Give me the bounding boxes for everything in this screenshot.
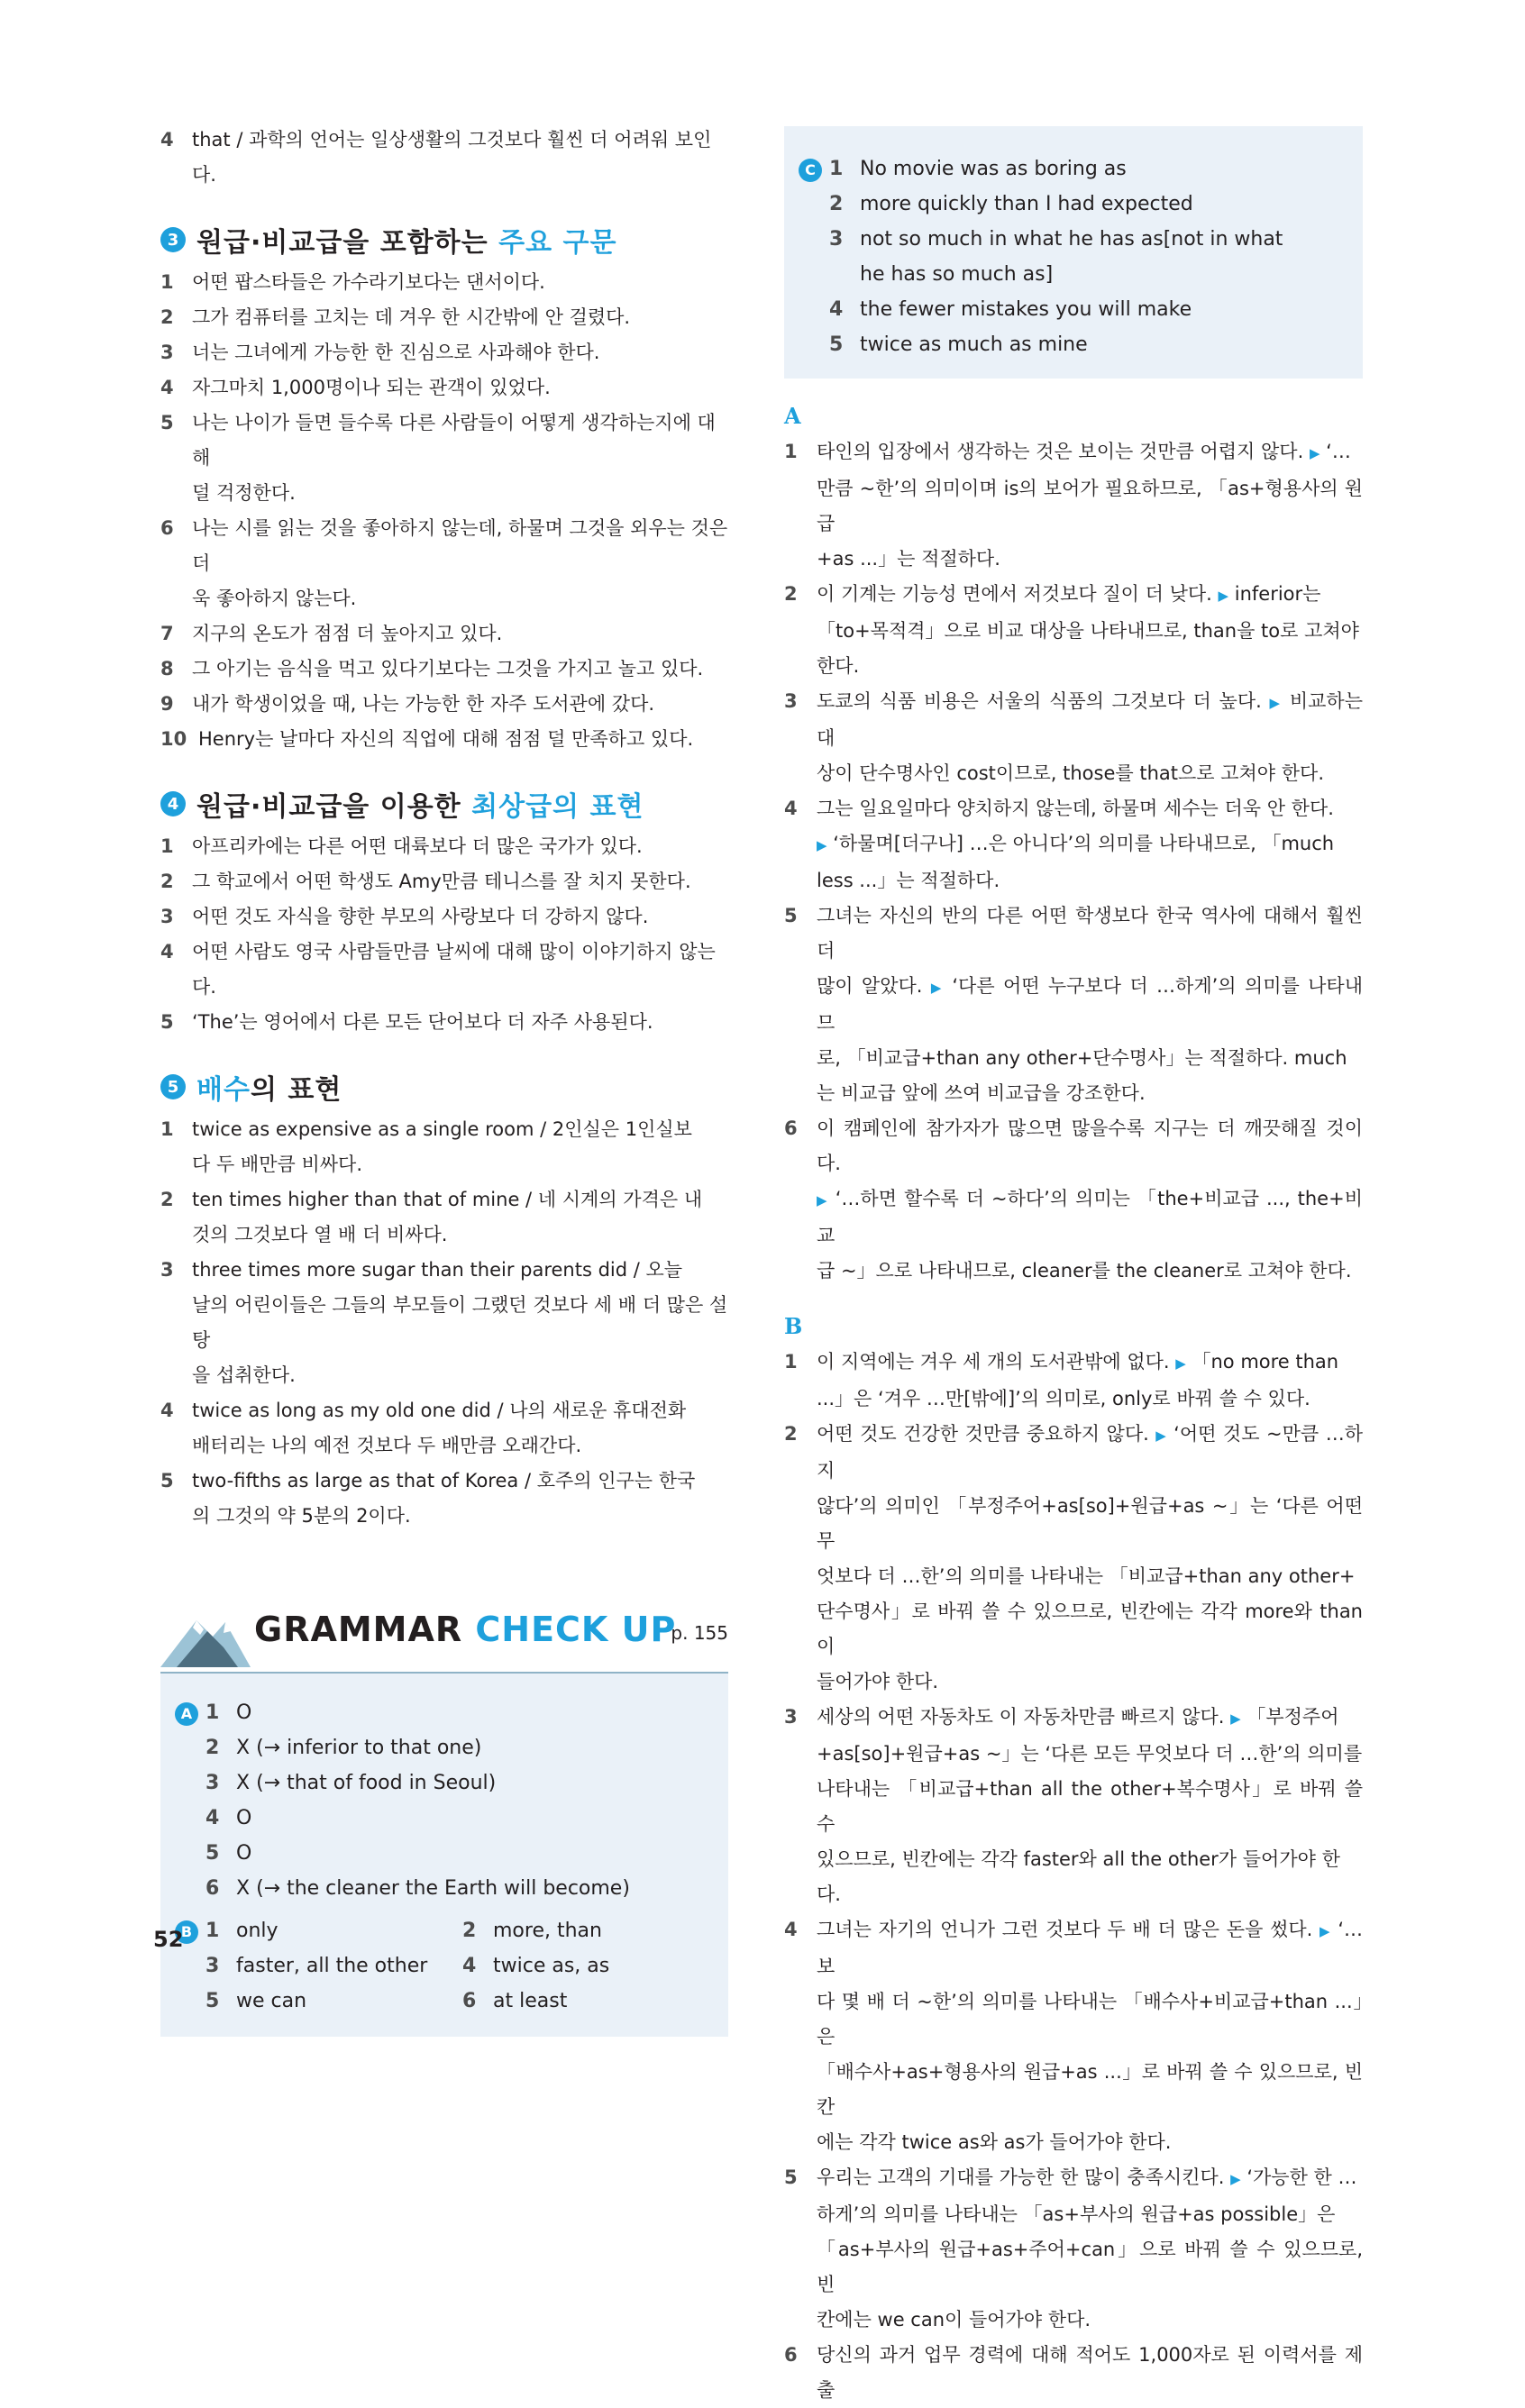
list-item (160, 335, 728, 370)
explanation-line (784, 649, 1363, 684)
answer-row (175, 1948, 728, 1984)
answer-row (799, 327, 1345, 362)
list-item (160, 1253, 728, 1288)
explanation-item (784, 577, 1363, 614)
item-number: 8 (160, 658, 174, 680)
explanation-text: 로, 「비교급+than any other+단수명사」는 적절하다. much (817, 1047, 1347, 1069)
answer-text: faster, all the other (236, 1955, 428, 1977)
section-badge: 4 (160, 791, 186, 816)
explanation-text: 그녀는 자기의 언니가 그런 것보다 두 배 더 많은 돈을 썼다. ▶ ‘…보 (817, 1919, 1363, 1977)
explanation-text: ▶ ‘하물며[더구나] …은 아니다’의 의미를 나타내므로, 「much (817, 833, 1335, 854)
answer-number: 6 (462, 1990, 477, 2012)
explanation-line (784, 969, 1363, 1041)
answer-row (799, 292, 1345, 327)
section-5-heading (160, 1067, 728, 1107)
answer-text: more, than (493, 1920, 602, 1942)
answer-number: 1 (205, 1701, 220, 1724)
section-badge-c: C (799, 159, 822, 182)
explanation-text: less ...」는 적절하다. (817, 870, 1000, 891)
item-text: 어떤 사람도 영국 사람들만큼 날씨에 대해 많이 이야기하지 않는다. (192, 941, 716, 998)
item-text: 지구의 온도가 점점 더 높아지고 있다. (192, 623, 503, 644)
list-item (160, 722, 728, 757)
item-text-continued: 덜 걱정한다. (192, 482, 296, 504)
list-item (160, 511, 728, 581)
explanation-text: 에는 각각 twice as와 as가 들어가야 한다. (817, 2131, 1172, 2153)
answer-text: X (→ inferior to that one) (236, 1737, 482, 1759)
item-number: 5 (160, 1011, 174, 1033)
section-a-letter: A (784, 403, 801, 429)
list-item (160, 652, 728, 687)
answer-row (175, 1765, 728, 1801)
answer-text: twice as, as (493, 1955, 610, 1977)
explanation-line (784, 1842, 1363, 1877)
item-number: 3 (160, 906, 174, 927)
item-text: 그가 컴퓨터를 고치는 데 겨우 한 시간밖에 안 걸렸다. (192, 306, 631, 328)
answer-number: 5 (205, 1990, 220, 2012)
explanation-text: 는 비교급 앞에 쓰여 비교급을 강조한다. (817, 1082, 1146, 1104)
explanation-text: 칸에는 we can이 들어가야 한다. (817, 2309, 1091, 2330)
answer-text: O (236, 1842, 252, 1865)
section-title: 의 표현 (250, 1074, 342, 1106)
explanation-text: 이 지역에는 겨우 세 개의 도서관밖에 없다. ▶ 「no more than (817, 1351, 1339, 1373)
item-text: twice as long as my old one did / 나의 새로운 휴대전화 (192, 1400, 687, 1421)
answers-c-box (784, 126, 1363, 379)
list-item (160, 935, 728, 1005)
list-item (160, 1464, 728, 1499)
item-number: 1 (160, 835, 174, 857)
item-number: 1 (160, 271, 174, 293)
item-number: 3 (784, 1706, 798, 1728)
item-text: Henry는 날마다 자신의 직업에 대해 점점 덜 만족하고 있다. (198, 728, 694, 750)
list-item (160, 899, 728, 935)
item-text-continued: 다 두 배만큼 비싸다. (192, 1154, 362, 1175)
answer-number: 6 (205, 1877, 220, 1900)
section-badge-a: A (175, 1702, 198, 1726)
item-text-continued: 을 섭취한다. (192, 1364, 296, 1386)
explanation-line (784, 471, 1363, 542)
item-text-continued: 욱 좋아하지 않는다. (192, 588, 357, 609)
answer-text: he has so much as] (860, 263, 1054, 286)
item-text: 너는 그녀에게 가능한 한 진심으로 사과해야 한다. (192, 342, 600, 363)
explanations-b (784, 1345, 1363, 2408)
section-3-heading (160, 220, 728, 260)
explanation-line (784, 542, 1363, 577)
explanation-text: 엇보다 더 …한’의 의미를 나타내는 「비교급+than any other+ (817, 1565, 1356, 1587)
item-number: 2 (784, 583, 798, 605)
item-number: 5 (784, 2166, 798, 2188)
page-reference: p. 155 (671, 1622, 728, 1644)
item-number: 3 (784, 690, 798, 712)
explanation-text: 다. (817, 1884, 841, 1905)
list-item (160, 370, 728, 406)
item-number: 4 (160, 377, 174, 398)
item-text: that / 과학의 언어는 일상생활의 그것보다 훨씬 더 어려워 보인다. (192, 129, 712, 186)
grammar-check-title-accent: CHECK UP (475, 1610, 677, 1649)
section-badge: 3 (160, 227, 186, 252)
item-number: 7 (160, 623, 174, 644)
answer-number: 3 (205, 1772, 220, 1794)
explanation-line (784, 1594, 1363, 1665)
explanation-text: 단수명사」로 바꿔 쓸 수 있으므로, 빈칸에는 각각 more와 than이 (817, 1601, 1363, 1657)
explanation-line (784, 1076, 1363, 1111)
list-item (160, 1112, 728, 1147)
item-number: 2 (160, 871, 174, 892)
item-number: 4 (160, 941, 174, 962)
explanation-line (784, 756, 1363, 791)
explanation-text: 타인의 입장에서 생각하는 것은 보이는 것만큼 어렵지 않다. ▶ ‘… (817, 441, 1351, 462)
explanation-text: 있으므로, 빈칸에는 각각 faster와 all the other가 들어가야 한 (817, 1848, 1340, 1870)
explanation-item (784, 2160, 1363, 2197)
answer-text: X (→ that of food in Seoul) (236, 1772, 497, 1794)
answers-c-list (799, 151, 1345, 362)
explanation-text: 그녀는 자신의 반의 다른 어떤 학생보다 한국 역사에 대해서 훨씬 더 (817, 905, 1363, 962)
explanation-line (784, 2055, 1363, 2125)
section-title-accent: 배수 (196, 1074, 251, 1106)
item-text: 그 아기는 음식을 먹고 있다기보다는 그것을 가지고 놀고 있다. (192, 658, 704, 680)
explanation-item (784, 434, 1363, 471)
answer-row (799, 151, 1345, 187)
answer-text: we can (236, 1990, 307, 2012)
list-item (160, 864, 728, 899)
answer-row (175, 1913, 728, 1948)
answer-number: 2 (829, 193, 844, 215)
explanation-item (784, 2338, 1363, 2408)
answer-text: at least (493, 1990, 568, 2012)
right-column (784, 126, 1363, 2408)
answer-number: 4 (205, 1807, 220, 1829)
item-number: 3 (160, 342, 174, 363)
section-4-list (160, 829, 728, 1040)
answer-row (175, 1836, 728, 1871)
answer-number: 2 (205, 1737, 220, 1759)
answer-text: twice as much as mine (860, 333, 1088, 356)
top-item (160, 123, 728, 193)
explanation-line (784, 1382, 1363, 1417)
item-text: 나는 나이가 들면 들수록 다른 사람들이 어떻게 생각하는지에 대해 (192, 412, 716, 469)
explanation-text: +as ...」는 적절하다. (817, 548, 1000, 570)
explanation-line (784, 2125, 1363, 2160)
explanation-text: 다 몇 배 더 ~한’의 의미를 나타내는 「배수사+비교급+than ...」은 (817, 1991, 1363, 2048)
explanation-text: 많이 알았다. ▶ ‘다른 어떤 누구보다 더 …하게’의 의미를 나타내 므 (817, 975, 1363, 1034)
divider (160, 1672, 728, 1674)
explanation-item (784, 1912, 1363, 1984)
explanation-item (784, 1417, 1363, 1489)
item-text: twice as expensive as a single room / 2인실은 1인실보 (192, 1118, 692, 1140)
explanation-text: 들어가야 한다. (817, 1671, 939, 1692)
answer-number: 1 (205, 1920, 220, 1942)
explanation-text: 하게’의 의미를 나타내는 「as+부사의 원급+as possible」은 (817, 2203, 1336, 2225)
item-number: 4 (784, 798, 798, 819)
explanations-a (784, 434, 1363, 1289)
explanation-line (784, 1877, 1363, 1912)
page-number: 52 (153, 1927, 184, 1952)
explanation-text: 「as+부사의 원급+as+주어+can」으로 바꿔 쓸 수 있으므로, 빈 (817, 2239, 1363, 2295)
item-number: 10 (160, 728, 187, 750)
item-number: 1 (160, 1118, 174, 1140)
explanation-line (784, 2232, 1363, 2303)
section-title-accent: 주요 구문 (498, 227, 617, 259)
answer-text: O (236, 1701, 252, 1724)
explanation-line (784, 1984, 1363, 2055)
explanation-text: 급 ~」으로 나타내므로, cleaner를 the cleaner로 고쳐야 한다. (817, 1260, 1352, 1282)
item-text: 어떤 것도 자식을 향한 부모의 사랑보다 더 강하지 않다. (192, 906, 649, 927)
item-number: 2 (160, 306, 174, 328)
explanation-text: 이 캠페인에 참가자가 많으면 많을수록 지구는 더 깨끗해질 것이다. (817, 1117, 1363, 1174)
list-item (160, 1182, 728, 1218)
item-number: 4 (784, 1919, 798, 1940)
item-text-continued: 배터리는 나의 예전 것보다 두 배만큼 오래간다. (192, 1435, 582, 1456)
item-number: 5 (784, 905, 798, 926)
mountain-icon (160, 1595, 251, 1669)
list-item (160, 265, 728, 300)
answer-row (175, 1871, 728, 1906)
explanation-line (784, 1041, 1363, 1076)
item-text: ten times higher than that of mine / 네 시계의 가격은 내 (192, 1189, 703, 1210)
answer-row (175, 1730, 728, 1765)
grammar-check-title: GRAMMAR (254, 1610, 476, 1649)
item-number: 1 (784, 441, 798, 462)
explanation-line (784, 863, 1363, 898)
explanation-line (784, 2303, 1363, 2338)
item-text-continued: 의 그것의 약 5분의 2이다. (192, 1505, 411, 1527)
explanation-line (784, 1181, 1363, 1254)
answer-row (799, 222, 1345, 257)
explanation-text: 우리는 고객의 기대를 가능한 한 많이 충족시킨다. ▶ ‘가능한 한 … (817, 2166, 1357, 2188)
item-text: two-fifths as large as that of Korea / 호주의 인구는 한국 (192, 1470, 696, 1491)
answer-row (175, 1801, 728, 1836)
item-number: 4 (160, 129, 174, 150)
section-title: 원급·비교급을 이용한 (196, 791, 472, 823)
grammar-answers-box (160, 1674, 728, 2037)
explanation-text: 「to+목적격」으로 비교 대상을 나타내므로, than을 to로 고쳐야 (817, 620, 1359, 642)
section-4-heading (160, 784, 728, 824)
explanation-text: 어떤 것도 건강한 것만큼 중요하지 않다. ▶ ‘어떤 것도 ~만큼 …하지 (817, 1423, 1363, 1482)
explanation-text: 「배수사+as+형용사의 원급+as ...」로 바꿔 쓸 수 있으므로, 빈칸 (817, 2061, 1363, 2118)
explanation-text: +as[so]+원급+as ~」는 ‘다른 모든 무엇보다 더 …한’의 의미를 (817, 1743, 1363, 1765)
item-number: 6 (784, 1117, 798, 1139)
explanation-text: 도쿄의 식품 비용은 서울의 식품의 그것보다 더 높다. ▶ 비교하는 대 (817, 690, 1363, 749)
answer-number: 1 (829, 158, 844, 180)
explanation-text: 한다. (817, 655, 860, 677)
item-number: 4 (160, 1400, 174, 1421)
answer-text: more quickly than I had expected (860, 193, 1193, 215)
explanation-text: 상이 단수명사인 cost이므로, those를 that으로 고쳐야 한다. (817, 762, 1325, 784)
item-text-continued: 것의 그것보다 열 배 더 비싸다. (192, 1224, 448, 1245)
list-item (160, 687, 728, 722)
answer-text: No movie was as boring as (860, 158, 1127, 180)
answer-number: 4 (462, 1955, 477, 1977)
item-text-continued: 날의 어린이들은 그들의 부모들이 그랬던 것보다 세 배 더 많은 설탕 (192, 1294, 728, 1351)
item-number: 2 (160, 1189, 174, 1210)
answer-text: X (→ the cleaner the Earth will become) (236, 1877, 630, 1900)
answer-row-continued (799, 257, 1345, 292)
list-item (160, 1393, 728, 1428)
answer-number: 2 (462, 1920, 477, 1942)
explanation-line (784, 1772, 1363, 1842)
explanation-text: ...」은 ‘겨우 …만[밖에]’의 의미로, only로 바꿔 쓸 수 있다. (817, 1388, 1310, 1409)
section-b-letter: B (784, 1313, 803, 1339)
item-text: 아프리카에는 다른 어떤 대륙보다 더 많은 국가가 있다. (192, 835, 643, 857)
section-title: 원급·비교급을 포함하는 (196, 227, 499, 259)
answer-row (175, 1984, 728, 2019)
answer-row (175, 1695, 728, 1730)
answer-number: 3 (829, 228, 844, 251)
explanation-text: ▶ ‘…하면 할수록 더 ~하다’의 의미는 「the+비교급 ..., the+비교 (817, 1188, 1363, 1246)
item-text: three times more sugar than their parents did / 오늘 (192, 1259, 683, 1281)
section-3-list (160, 265, 728, 757)
explanation-text: 세상의 어떤 자동차도 이 자동차만큼 빠르지 않다. ▶ 「부정주어 (817, 1706, 1339, 1728)
explanation-text: 만큼 ~한’의 의미이며 is의 보어가 필요하므로, 「as+형용사의 원급 (817, 478, 1363, 534)
item-number: 1 (784, 1351, 798, 1373)
section-badge-b: B (175, 1920, 198, 1944)
answer-number: 4 (829, 298, 844, 321)
answer-row (799, 187, 1345, 222)
explanation-line (784, 2197, 1363, 2232)
explanation-line (784, 1559, 1363, 1594)
explanation-item (784, 1700, 1363, 1737)
item-text: 내가 학생이었을 때, 나는 가능한 한 자주 도서관에 갔다. (192, 693, 655, 715)
grammar-check-up-header (160, 1588, 728, 1674)
section-5-list (160, 1112, 728, 1534)
item-text: 나는 시를 읽는 것을 좋아하지 않는데, 하물며 그것을 외우는 것은 더 (192, 517, 728, 574)
section-title-accent: 최상급의 표현 (471, 791, 644, 823)
list-item (160, 1005, 728, 1040)
item-number: 2 (784, 1423, 798, 1445)
item-text: 그 학교에서 어떤 학생도 Amy만큼 테니스를 잘 치지 못한다. (192, 871, 691, 892)
answer-number: 5 (829, 333, 844, 356)
explanation-text: 나타내는 「비교급+than all the other+복수명사」로 바꿔 쓸 수 (817, 1778, 1363, 1835)
explanation-item (784, 791, 1363, 826)
list-item (160, 406, 728, 476)
answer-text: not so much in what he has as[not in what (860, 228, 1283, 251)
item-number: 5 (160, 1470, 174, 1491)
answer-number: 5 (205, 1842, 220, 1865)
item-number: 3 (160, 1259, 174, 1281)
answer-number: 3 (205, 1955, 220, 1977)
list-item (160, 829, 728, 864)
explanation-line (784, 614, 1363, 649)
item-number: 6 (784, 2344, 798, 2366)
answer-text: only (236, 1920, 279, 1942)
section-badge: 5 (160, 1074, 186, 1099)
item-text: 어떤 팝스타들은 가수라기보다는 댄서이다. (192, 271, 545, 293)
explanation-line (784, 1737, 1363, 1772)
left-column (160, 123, 728, 2037)
explanation-line (784, 1665, 1363, 1700)
item-number: 5 (160, 412, 174, 433)
explanation-item (784, 684, 1363, 756)
explanation-text: 이 기계는 기능성 면에서 저것보다 질이 더 낮다. ▶ inferior는 (817, 583, 1321, 605)
item-text: 자그마치 1,000명이나 되는 관객이 있었다. (192, 377, 551, 398)
list-item (160, 300, 728, 335)
item-number: 6 (160, 517, 174, 539)
explanation-text: 당신의 과거 업무 경력에 대해 적어도 1,000자로 된 이력서를 제출 (817, 2344, 1363, 2401)
answer-text: the fewer mistakes you will make (860, 298, 1192, 321)
explanation-item (784, 1345, 1363, 1382)
answers-a (175, 1695, 728, 1906)
answers-b (175, 1913, 728, 2019)
answer-text: O (236, 1807, 252, 1829)
explanation-text: 않다’의 의미인 「부정주어+as[so]+원급+as ~」는 ‘다른 어떤 무 (817, 1495, 1363, 1552)
item-text: ‘The’는 영어에서 다른 모든 단어보다 더 자주 사용된다. (192, 1011, 653, 1033)
explanation-item (784, 898, 1363, 969)
explanation-line (784, 826, 1363, 863)
list-item (160, 616, 728, 652)
explanation-item (784, 1111, 1363, 1181)
explanation-line (784, 1489, 1363, 1559)
item-number: 9 (160, 693, 174, 715)
explanation-text: 그는 일요일마다 양치하지 않는데, 하물며 세수는 더욱 안 한다. (817, 798, 1334, 819)
explanation-line (784, 1254, 1363, 1289)
